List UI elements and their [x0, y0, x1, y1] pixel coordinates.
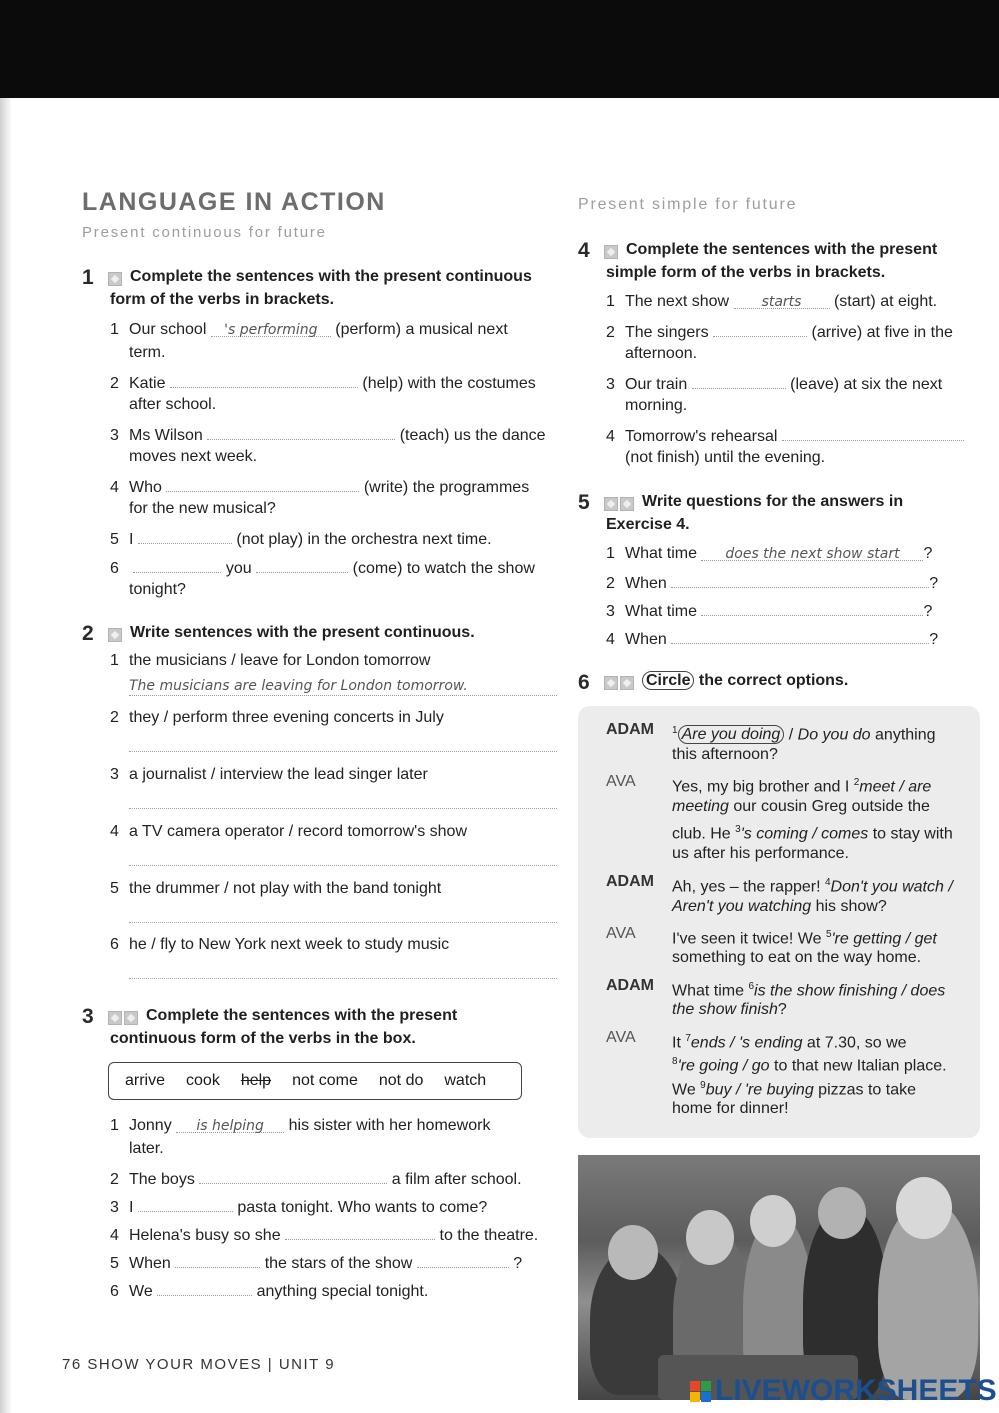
ex2-item-6: 6 he / fly to New York next week to study music — [110, 936, 450, 953]
ex3-item-2: 2 The boys a film after school. — [110, 1166, 522, 1191]
ex5-item-1: 1 What time does the next show start ? — [606, 545, 933, 562]
dialogue-line-4: I've seen it twice! We $^5$'re getting / get — [672, 929, 937, 948]
ex2-item-5-input[interactable] — [129, 922, 557, 923]
word-help: help — [240, 1072, 272, 1089]
difficulty-stars — [604, 243, 620, 257]
ex2-item-1-answer[interactable]: The musicians are leaving for London tomorrow. — [129, 678, 557, 696]
ex1-item-2: 2 Katie (help) with the costumes — [110, 370, 536, 395]
ex4-item-3: 3 Our train (leave) at six the next — [606, 371, 942, 396]
ex5-item-2-input[interactable] — [671, 570, 929, 588]
dialogue-line-3: Ah, yes – the rapper! $^4$Don't you watch / — [672, 877, 953, 896]
ex2-item-1: 1 the musicians / leave for London tomorrow — [110, 652, 431, 669]
dialogue-line-2: Yes, my big brother and I $^2$meet / are — [672, 777, 932, 796]
scan-dark-band — [0, 0, 999, 98]
ex1-item-1: 1 Our school 's performing (perform) a musical next — [110, 321, 508, 338]
dialogue-line-6b: $^8$'re going / go to that new Italian place. — [672, 1056, 947, 1075]
dialogue-line-3b: Aren't you watching his show? — [672, 898, 887, 915]
speaker-ava: AVA — [606, 1029, 636, 1046]
ex2-item-5: 5 the drummer / not play with the band tonight — [110, 880, 442, 897]
ex4-item-2-cont: afternoon. — [625, 345, 698, 362]
ex2-item-3-input[interactable] — [129, 808, 557, 809]
ex1-item-4-input[interactable] — [166, 474, 359, 492]
option-1a[interactable]: Are you doing — [678, 725, 785, 744]
dialogue-line-4b: something to eat on the way home. — [672, 949, 922, 966]
option-6[interactable]: is the show finishing / does — [754, 982, 946, 1000]
dialogue-line-6: It $^7$ends / 's ending at 7.30, so we — [672, 1033, 907, 1052]
ex2-item-4-input[interactable] — [129, 865, 557, 866]
difficulty-stars — [604, 495, 636, 509]
exercise-2-number: 2 — [82, 622, 94, 645]
speaker-ava: AVA — [606, 925, 636, 942]
ex1-item-1-cont: term. — [129, 344, 166, 361]
exercise-3-number: 3 — [82, 1005, 94, 1028]
ex3-item-3-input[interactable] — [138, 1194, 233, 1212]
word-watch: watch — [444, 1072, 487, 1089]
ex5-item-2: 2 When ? — [606, 570, 938, 595]
dialogue-line-6d: home for dinner! — [672, 1100, 789, 1117]
section-subtitle: Present continuous for future — [82, 224, 327, 241]
exercise-5-instruction-line2: Exercise 4. — [606, 516, 690, 533]
ex1-item-4-cont: for the new musical? — [129, 500, 276, 517]
dialogue-line-5b: the show finish? — [672, 1001, 787, 1018]
ex3-item-5: 5 When the stars of the show ? — [110, 1250, 522, 1275]
difficulty-stars — [108, 1009, 140, 1023]
ex3-item-1-cont: later. — [129, 1140, 164, 1157]
ex3-item-5-input-b[interactable] — [417, 1250, 509, 1268]
dialogue-line-1: $^1$ Are you doing / Do you do anything — [672, 725, 936, 744]
speaker-adam: ADAM — [606, 721, 654, 738]
dialogue-line-2c: club. He $^3$'s coming / comes to stay with — [672, 824, 953, 843]
exercise-1-instruction-line2: form of the verbs in brackets. — [110, 291, 335, 308]
ex3-item-4-input[interactable] — [285, 1222, 435, 1240]
ex5-item-1-answer[interactable]: does the next show start — [701, 543, 923, 561]
exercise-5-instruction: Write questions for the answers in — [604, 490, 903, 513]
ex2-item-3: 3 a journalist / interview the lead singer later — [110, 766, 428, 783]
ex4-item-4-input[interactable] — [782, 423, 964, 441]
speaker-adam: ADAM — [606, 977, 654, 994]
ex3-item-6-input[interactable] — [157, 1278, 252, 1296]
difficulty-stars — [604, 674, 636, 688]
ex3-item-4: 4 Helena's busy so she to the theatre. — [110, 1222, 538, 1247]
ex4-item-2: 2 The singers (arrive) at five in the — [606, 319, 953, 344]
exercise-6-instruction: Circle the correct options. — [604, 669, 848, 692]
option-4[interactable]: Don't you watch / — [830, 878, 953, 896]
teens-photo — [578, 1155, 980, 1400]
exercise-2-instruction: Write sentences with the present continuous. — [108, 621, 475, 644]
word-arrive: arrive — [125, 1072, 166, 1089]
exercise-4-instruction: Complete the sentences with the present — [604, 238, 937, 261]
word-not-come: not come — [292, 1072, 358, 1089]
ex2-item-4: 4 a TV camera operator / record tomorrow's show — [110, 823, 467, 840]
ex2-item-2: 2 they / perform three evening concerts in July — [110, 709, 444, 726]
ex1-item-6-cont: tonight? — [129, 581, 186, 598]
ex1-item-4: 4 Who (write) the programmes — [110, 474, 529, 499]
ex5-item-4: 4 When ? — [606, 626, 938, 651]
exercise-4-instruction-line2: simple form of the verbs in brackets. — [606, 264, 886, 281]
exercise-3-instruction-line2: continuous form of the verbs in the box. — [110, 1030, 416, 1047]
exercise-5-number: 5 — [578, 491, 590, 514]
speaker-ava: AVA — [606, 773, 636, 790]
right-subtitle: Present simple for future — [578, 196, 798, 213]
ex5-item-3: 3 What time ? — [606, 598, 932, 623]
page-binding-edge — [0, 98, 12, 1413]
exercise-4-number: 4 — [578, 239, 590, 262]
ex4-item-3-cont: morning. — [625, 397, 688, 414]
ex1-item-6: 6 you (come) to watch the show — [110, 555, 535, 580]
ex4-item-3-input[interactable] — [692, 371, 786, 389]
ex1-item-6-input-b[interactable] — [256, 555, 348, 573]
option-9[interactable]: buy / 're buying — [705, 1081, 814, 1099]
option-2[interactable]: meet / are — [859, 778, 932, 796]
ex1-item-3-cont: moves next week. — [129, 448, 258, 465]
speaker-adam: ADAM — [606, 873, 654, 890]
ex4-item-1: 1 The next show starts (start) at eight. — [606, 293, 938, 310]
difficulty-stars — [108, 626, 124, 640]
exercise-3-instruction: Complete the sentences with the present — [108, 1004, 457, 1027]
ex2-item-2-input[interactable] — [129, 751, 557, 752]
option-7[interactable]: ends / 's ending — [690, 1034, 803, 1052]
option-8[interactable]: 're going / go — [677, 1057, 770, 1075]
ex2-item-6-input[interactable] — [129, 978, 557, 979]
exercise-1-number: 1 — [82, 266, 94, 289]
exercise-6-number: 6 — [578, 671, 590, 694]
dialogue-line-2b: meeting our cousin Greg outside the — [672, 798, 930, 815]
dialogue-line-2d: us after his performance. — [672, 845, 849, 862]
dialogue-line-1b: this afternoon? — [672, 746, 778, 763]
ex1-item-5-input[interactable] — [138, 526, 232, 544]
word-cook: cook — [186, 1072, 220, 1089]
ex1-item-5: 5 I (not play) in the orchestra next time. — [110, 526, 492, 551]
ex4-item-1-answer[interactable]: starts — [734, 291, 830, 309]
section-title: LANGUAGE IN ACTION — [82, 188, 386, 216]
ex4-item-4: 4 Tomorrow's rehearsal — [606, 423, 964, 448]
option-1b[interactable]: Do you do — [797, 726, 871, 744]
ex3-item-1: 1 Jonny is helping his sister with her homework — [110, 1117, 491, 1134]
option-5[interactable]: 're getting / get — [831, 930, 937, 948]
dialogue-line-5: What time $^6$is the show finishing / does — [672, 981, 946, 1000]
dialogue-line-6c: We $^9$buy / 're buying pizzas to take — [672, 1080, 917, 1099]
ex1-item-3: 3 Ms Wilson (teach) us the dance — [110, 422, 546, 447]
ex1-item-2-cont: after school. — [129, 396, 217, 413]
logo-icon — [690, 1381, 711, 1402]
difficulty-stars — [108, 270, 124, 284]
ex3-item-3: 3 I pasta tonight. Who wants to come? — [110, 1194, 487, 1219]
ex3-item-2-input[interactable] — [199, 1166, 387, 1184]
ex3-item-5-input-a[interactable] — [175, 1250, 260, 1268]
ex5-item-4-input[interactable] — [671, 626, 929, 644]
ex1-item-1-answer[interactable]: 's performing — [211, 319, 331, 337]
ex1-item-6-input-a[interactable] — [133, 555, 221, 573]
ex4-item-4-cont: (not finish) until the evening. — [625, 449, 826, 466]
ex3-item-6: 6 We anything special tonight. — [110, 1278, 428, 1303]
ex3-item-1-answer[interactable]: is helping — [176, 1115, 284, 1133]
ex5-item-3-input[interactable] — [701, 598, 923, 616]
liveworksheets-logo: LIVEWORKSHEETS — [690, 1374, 997, 1408]
exercise-1-instruction: Complete the sentences with the present continuous — [108, 265, 532, 288]
page-footer: 76 SHOW YOUR MOVES | UNIT 9 — [62, 1356, 336, 1373]
word-not-do: not do — [378, 1072, 424, 1089]
ex4-item-2-input[interactable] — [713, 319, 807, 337]
ex1-item-2-input[interactable] — [170, 370, 358, 388]
ex1-item-3-input[interactable] — [207, 422, 395, 440]
word-box — [108, 1062, 522, 1100]
option-3[interactable]: 's coming / comes — [740, 825, 869, 843]
